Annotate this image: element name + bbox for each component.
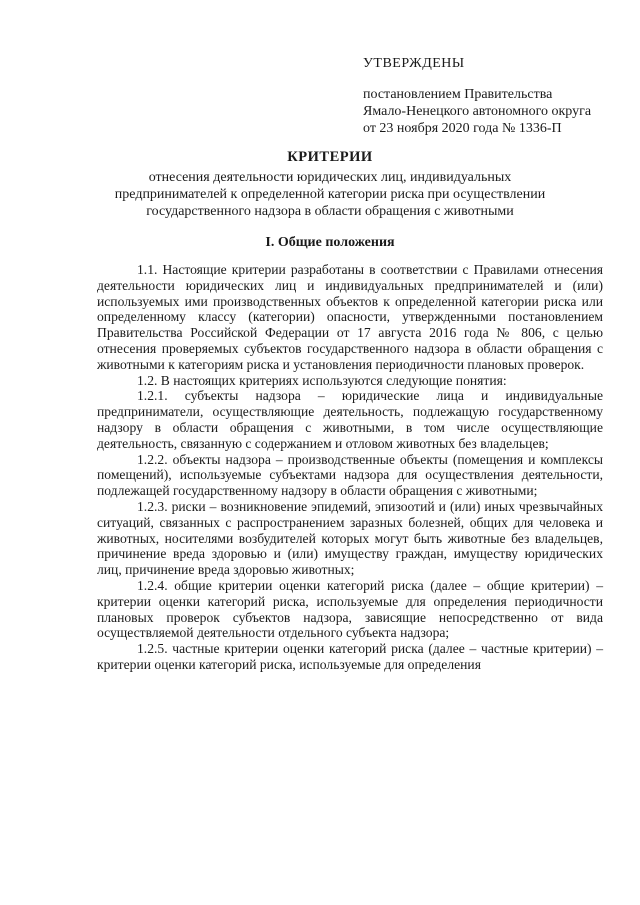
- paragraph-1-2-1: 1.2.1. субъекты надзора – юридические лица и индивидуальные предприниматели, осуществляющие деятельность, подлежащую государственному надзору в области обращения с животными, в том числе осуществляющие деятельность, связанную с содержанием и отловом животных без владельцев;: [97, 388, 603, 451]
- paragraph-1-2-2: 1.2.2. объекты надзора – производственные объекты (помещения и комплексы помещений), используемые субъектами надзора для осуществления деятельности, подлежащей государственному надзору в области обращения с животными;: [97, 451, 603, 499]
- paragraph-1-2: 1.2. В настоящих критериях используются следующие понятия:: [137, 372, 507, 388]
- paragraph-1-2-5: 1.2.5. частные критерии оценки категорий риска (далее – частные критерии) – критерии оценки категорий риска, используемые для определения: [97, 641, 603, 672]
- approval-line-2: Ямало-Ненецкого автономного округа: [363, 104, 592, 119]
- approval-line-3: от 23 ноября 2020 года № 1336-П: [363, 121, 562, 136]
- document-subtitle-line-2: предпринимателей к определенной категории риска при осуществлении: [114, 187, 546, 202]
- paragraph-1-2-4: 1.2.4. общие критерии оценки категорий риска (далее – общие критерии) – критерии оценки категорий риска, используемые для определения периодичности плановых проверок субъектов надзора, зависящие непосредственно от вида осуществляемой деятельности отдельного субъекта надзора;: [97, 577, 603, 641]
- document-title: КРИТЕРИИ: [287, 149, 373, 165]
- approval-stamp-block: [363, 55, 623, 137]
- approval-word: УТВЕРЖДЕНЫ: [363, 56, 465, 71]
- document-body: [97, 262, 603, 673]
- document-subtitle-line-1: отнесения деятельности юридических лиц, индивидуальных: [148, 170, 512, 185]
- document-title-block: [80, 148, 580, 220]
- document-subtitle-line-3: государственного надзора в области обращения с животными: [146, 204, 514, 219]
- paragraph-1-1: 1.1. Настоящие критерии разработаны в соответствии с Правилами отнесения деятельности юридических лиц и индивидуальных предпринимателей и (или) используемых ими производственных объектов к определенной категории риска или определенному классу (категории) опасности, утвержденными постановлением Правительства Российской Федерации от 17 августа 2016 года № 806, с целью отнесения проверяемых субъектов государственного надзора в области обращения с животными к категориям риска и установления периодичности плановых проверок.: [97, 262, 603, 372]
- approval-line-1: постановлением Правительства: [363, 87, 553, 102]
- paragraph-1-2-3: 1.2.3. риски – возникновение эпидемий, эпизоотий и (или) иных чрезвычайных ситуаций, связанных с распространением заразных болезней, общих для человека и животных, носителями возбудителей которых могут быть животные без владельцев, причинение вреда здоровью и (или) имуществу граждан, имуществу юридических лиц, причинение вреда здоровью животных;: [97, 498, 603, 578]
- section-heading: I. Общие положения: [265, 235, 395, 250]
